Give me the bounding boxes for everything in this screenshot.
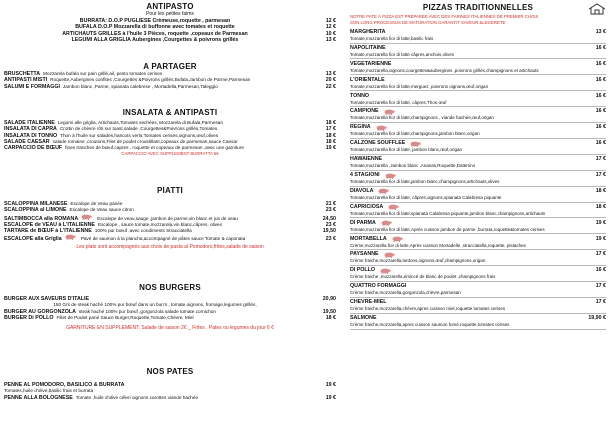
pizza-item bbox=[350, 108, 606, 115]
item-name: SCALOPPINA al LIMONE bbox=[4, 207, 67, 214]
pork-icon bbox=[380, 220, 392, 226]
pizza-name: PAYSANNE bbox=[350, 251, 379, 258]
pizza-item bbox=[350, 61, 606, 68]
pizza-note: NOTRE PATE À PIZZA EST PRÉPARÉE AVEC DES FARINES ITALIENNES DE PREMIER CHOIX bbox=[350, 14, 539, 19]
item-name: SALADE ITALIENNE bbox=[4, 120, 55, 126]
item-name: BURGER AUX SAVEURS D'ITALIE bbox=[4, 296, 90, 302]
pizza-item bbox=[350, 267, 606, 274]
pizza-name: DI POLLO bbox=[350, 267, 376, 274]
item-name: SALUMI E FORMAGGI bbox=[4, 83, 60, 90]
item-description: Pavé de saumon à la plancha,accompagné de pâtes sauce Tomate & caponata bbox=[80, 236, 246, 242]
item-price: 19 € bbox=[325, 145, 336, 152]
item-description: Tomate ,huile d'olive céleri oignons carottes viande hachée bbox=[75, 394, 199, 400]
pork-icon bbox=[391, 236, 403, 242]
pizza-name: 4 STAGIONI bbox=[350, 172, 380, 179]
insalata-section bbox=[4, 108, 336, 157]
item-description: Escalope de Veau sauce citron bbox=[69, 207, 134, 213]
pizza-name: CAPRICIOSA bbox=[350, 203, 384, 210]
antipasto-section bbox=[4, 2, 336, 43]
insalata-title: INSALATA & ANTIPASTI bbox=[122, 108, 218, 117]
pizza-price: 16 € bbox=[595, 267, 606, 274]
burgers-section bbox=[4, 283, 336, 332]
pizza-price: 13 € bbox=[595, 29, 606, 35]
item-price: 19 € bbox=[325, 382, 336, 388]
pizza-price: 17 € bbox=[595, 172, 606, 179]
pork-icon bbox=[379, 268, 391, 274]
item-description: 150 Grs de steak haché 100% pur bœuf dans un bun's , tomate,oignons, fromage,legumes grillés, bbox=[53, 302, 257, 308]
item-description: 100% pur bœuf ,avec condiments Stracciatella bbox=[94, 228, 192, 234]
item-price: 12 € bbox=[325, 24, 336, 31]
pizza-name: L'ORIENTALE bbox=[350, 76, 385, 83]
item-price: 20,90 bbox=[322, 296, 336, 302]
pizza-item bbox=[350, 29, 606, 36]
item-name: BRUSCHETTA bbox=[4, 71, 41, 77]
pizza-description: Tomate,mozzarella fior di latte, câpres,oignons,spianata Calabresa piquante bbox=[350, 195, 606, 203]
pizza-description: Crème fraiche,mozzarella,chèvre,apres cuisson miel,roquette tomates cerises bbox=[350, 306, 606, 314]
menu-item bbox=[4, 84, 336, 90]
item-name: ESCALOPE alla Griglia bbox=[4, 236, 62, 243]
pizza-item bbox=[350, 188, 606, 195]
menu-item bbox=[4, 395, 336, 401]
pizza-name: NAPOLITAINE bbox=[350, 44, 386, 51]
pizza-item bbox=[350, 77, 606, 84]
pizzas-title: PIZZAS TRADITIONNELLES bbox=[422, 3, 534, 12]
pizza-description: Tomate,mozzarella fior di latte,spianata Calabresa piquante,jambon blanc,champignons,artichauts bbox=[350, 211, 606, 219]
pizza-price: 18 € bbox=[595, 187, 606, 194]
pizza-description: Crème fraiche,mozzarella,apres cuisson saumon fumé,roquette,tomates cerises bbox=[350, 322, 606, 330]
pizza-description: Crème fraiche,mozzarella,gorgonzola,chèvre,parmesan bbox=[350, 290, 606, 298]
pizza-description: Tomate,mozzarella,oignons,courgettes&aubergines ,poivrons grillés,champignons et artichauts bbox=[350, 68, 606, 76]
item-price: 23 € bbox=[325, 221, 336, 228]
item-description: Thon à l'huile sur salades,haricots verts,Tomates cerises,oignons,œuf,olives bbox=[60, 132, 219, 138]
pizza-price: 16 € bbox=[595, 124, 606, 131]
partager-title: A PARTAGER bbox=[143, 62, 197, 71]
pizza-item bbox=[350, 140, 606, 147]
pizza-price: 16 € bbox=[595, 76, 606, 83]
pizza-price: 19 € bbox=[595, 219, 606, 226]
item-description: Fillet de Poulet pané Sauce Burger,Roquette,Tomate,Chèvre, Miel bbox=[56, 314, 194, 320]
pizza-price: 18 € bbox=[595, 203, 606, 210]
pizza-description: Tomate,mozzarella fior di latte,merguez, poivrons oignons,œuf,origan bbox=[350, 84, 606, 92]
item-description: steak haché 100% pur bœuf ,gorgonzola salade tomate cornichon bbox=[78, 308, 216, 314]
item-price: 18 € bbox=[325, 138, 336, 145]
burgers-title: NOS BURGERS bbox=[139, 283, 201, 292]
pizza-name: DI PARMA bbox=[350, 219, 376, 226]
item-description: Roquette,Aubergines confites ,Courgettes &Poivrons grillés,Bufala,Jambon de Parme,Parmesan bbox=[50, 77, 251, 83]
pizza-description: Tomate,mozzarella fior di latte, câpres,Thon,œuf bbox=[350, 100, 606, 108]
pizza-item bbox=[350, 283, 606, 290]
item-description: salade romaine ,croutons,Filet de poulet croustillant,copeaux de parmesan,sauce Caesar bbox=[52, 138, 238, 144]
menu-item bbox=[4, 207, 336, 213]
item-description: Legumi alle griglia, Artichauts,Tomates sechées, Mozzarela di Bufala,Parmesan bbox=[57, 120, 223, 125]
partager-section bbox=[4, 62, 336, 90]
item-name: BURGER AU GORGONZOLA bbox=[4, 308, 76, 315]
item-price: 21 € bbox=[325, 201, 336, 207]
item-price: 18 € bbox=[325, 132, 336, 139]
item-price: 18 € bbox=[325, 314, 336, 321]
pizza-note: SON LONG PROCESSUS DE MATURATION GARANTIT SAVEUR &LEGERETE bbox=[350, 20, 506, 25]
pizza-item bbox=[350, 124, 606, 131]
pizza-item bbox=[350, 45, 606, 52]
menu-item bbox=[4, 214, 336, 222]
item-description: BURRATA: D.O.P PUGLIESE Crèmeuse,roquette , parmesan bbox=[79, 18, 231, 24]
pizza-item bbox=[350, 315, 606, 322]
pizza-description: Tomate,mozzarella fior di latte,basilic frais bbox=[350, 36, 606, 44]
piatti-section bbox=[4, 186, 336, 250]
piatti-title: PIATTI bbox=[157, 186, 183, 195]
pizza-name: DIAVOLA bbox=[350, 187, 374, 194]
item-price: 20 € bbox=[325, 77, 336, 84]
item-price: 23 € bbox=[325, 207, 336, 214]
item-description: ARTICHAUTS GRILLES à l'huile 3 Pièces, roquette ,copeaux de Parmesan bbox=[62, 30, 248, 37]
item-name: CARPACCIO DE BŒUF bbox=[4, 145, 63, 152]
menu-item bbox=[4, 234, 336, 242]
item-price: 13 € bbox=[325, 71, 336, 77]
pork-icon bbox=[383, 252, 395, 258]
pizza-price: 17 € bbox=[595, 156, 606, 163]
item-name: INSALATA DI CAPRA bbox=[4, 126, 57, 133]
pizza-description: Tomate,mozzarella fior di latte,champignons,jambon blanc,origan bbox=[350, 131, 606, 139]
item-name: ESCALOPE de VEAU à L'ITALIENNE bbox=[4, 221, 95, 228]
item-price: 17 € bbox=[325, 126, 336, 133]
item-name: SALTIMBOCCA alla ROMANA bbox=[4, 215, 79, 222]
pizza-description: Tomate,mozzarella ,Jambon blanc ,Ananas,Roquette,Datterino bbox=[350, 163, 606, 171]
item-price: 22 € bbox=[325, 83, 336, 90]
item-description: Escalope de Veau panée bbox=[70, 201, 123, 206]
pizza-price: 16 € bbox=[595, 108, 606, 115]
item-name: PENNE ALLA BOLOGNESE bbox=[4, 394, 73, 401]
pizza-description: Tomate,mozzarella fior di latte,champignons , viande hachée,œuf,origan bbox=[350, 115, 606, 123]
item-description: BUFALA D.O.P Mozzarella di buffonne avec tomates et roquette bbox=[75, 24, 235, 31]
pizza-item bbox=[350, 204, 606, 211]
pizza-price: 16 € bbox=[595, 44, 606, 51]
pork-icon bbox=[80, 214, 92, 220]
pork-icon bbox=[377, 188, 389, 194]
pizza-price: 19 € bbox=[595, 235, 606, 242]
item-name: SCALOPPINA MILANESE bbox=[4, 201, 68, 207]
pizza-description: Crème fraiche ,mozzarella,émincé de blanc de poulet ,champignons frais bbox=[350, 274, 606, 282]
pizza-name: CALZONE SOUFFLÉE bbox=[350, 140, 406, 147]
item-description: Escalope , sauce tomate,mozzarela,vin blanc,câpres, olives bbox=[97, 221, 222, 227]
pizza-name: TONNO bbox=[350, 92, 370, 99]
pates-title: NOS PATES bbox=[146, 367, 194, 376]
pizza-item bbox=[350, 220, 606, 227]
pizza-price: 16 € bbox=[595, 60, 606, 67]
pizzas-section bbox=[350, 3, 606, 331]
pizza-item bbox=[350, 156, 606, 163]
item-price: 10 € bbox=[325, 30, 336, 37]
pizza-item bbox=[350, 236, 606, 243]
pizza-name: REGINA bbox=[350, 124, 371, 131]
pizza-price: 19,90 € bbox=[588, 315, 606, 322]
pizza-name: VÉGÉTARIENNE bbox=[350, 60, 392, 67]
item-description: Jambon blanc ,Parme, spianata calebrese , Mortadella,Parmesan,Taleggio bbox=[62, 83, 218, 89]
pizza-description: Tomate,mozzarella fior di latte câpres,anchois,olives bbox=[350, 52, 606, 60]
item-price: 23 € bbox=[325, 236, 336, 243]
item-name: ANTIPASTI MISTI bbox=[4, 77, 48, 84]
pizza-price: 17 € bbox=[595, 283, 606, 290]
pizza-name: HAWAIENNE bbox=[350, 156, 383, 163]
section-note: Les plats sont accompagnés aux choix de pasta al Pomodoro,frites,salade de saison bbox=[76, 243, 264, 250]
item-price: 12 € bbox=[325, 18, 336, 24]
item-price: 18 € bbox=[325, 120, 336, 126]
item-description: Tomates,huile d'olive,basilic frais et burrata bbox=[4, 388, 94, 394]
pizza-item bbox=[350, 299, 606, 306]
pork-icon bbox=[409, 141, 421, 147]
antipasto-subtitle: Pour les petites faims bbox=[146, 11, 194, 17]
pizza-description: Tomate,mozzarella fior di latte,Après cuisson jambon de parme ,burrata,roquette&tomates cerises bbox=[350, 227, 606, 235]
pizza-description: Tomate,mozzarella fior di latte,jambon blanc,champignons,artichauts,olives bbox=[350, 179, 606, 187]
pork-icon bbox=[384, 173, 396, 179]
item-description: Mozzarela bufala sur pain grillé,ail, pesto tomates cerises bbox=[43, 71, 163, 76]
pizza-item bbox=[350, 93, 606, 100]
pizza-name: MORTABELLA bbox=[350, 235, 387, 242]
pizza-name: CAMPIONE bbox=[350, 108, 379, 115]
pork-icon bbox=[383, 109, 395, 115]
item-price: 19,50 bbox=[322, 308, 336, 315]
item-description: LEGUMI ALLA GRIGLIA Aubergines ,Courgettes & poivrons grillés bbox=[71, 36, 239, 43]
section-note: CARPACCIO AVEC SUPPLEMENT BURRATTA 5€ bbox=[121, 151, 219, 157]
pizza-description: Crème fraiche,mozzarella,lardons,oignons,œuf,champignons,origan bbox=[350, 258, 606, 266]
pizza-item bbox=[350, 172, 606, 179]
pizza-price: 17 € bbox=[595, 299, 606, 306]
item-description: Crottin de chèvre rôti sur toast,salade ,Courgettes&Poivrons grillés,Tomates bbox=[59, 126, 218, 132]
item-description: Escalope de veau,sauge ,jambon de parme,vin blanc et jus de veau bbox=[97, 215, 238, 221]
pork-icon bbox=[375, 125, 387, 131]
item-price: 19 € bbox=[325, 394, 336, 401]
antipasto-title: ANTIPASTO bbox=[146, 2, 194, 11]
pork-icon bbox=[387, 204, 399, 210]
pizza-description: Crème,mozzarella fior di latte,Après cuisson Mortadelle ,stracciatella,roquette, pistaches bbox=[350, 243, 606, 251]
item-price: 24,50 bbox=[322, 215, 336, 222]
menu-item bbox=[4, 228, 336, 234]
item-name: BURGER Di POLLO bbox=[4, 314, 54, 321]
item-price: 13 € bbox=[325, 36, 336, 43]
pizza-name: CHÈVRE-MIEL bbox=[350, 299, 387, 306]
pates-section bbox=[4, 367, 336, 401]
pork-icon bbox=[64, 234, 76, 240]
pizza-description: Tomate,mozzarella fior di latte, jambon blanc,œuf,origan bbox=[350, 147, 606, 155]
menu-item bbox=[4, 315, 336, 321]
item-price: 19,50 bbox=[322, 228, 336, 235]
section-note: GARNITURE EN SUPPLÉMENT: Salade de saison 2€ _ Frites , Pates ou legumes du jour 6 € bbox=[66, 325, 274, 332]
pizza-name: QUATTRO FORMAGGI bbox=[350, 283, 407, 290]
pizza-price: 17 € bbox=[595, 251, 606, 258]
pizza-name: MARGHERITA bbox=[350, 29, 386, 35]
item-description: fines tranches de bœuf,capres , roquette et copeaux de parmesan ,avec une garniture bbox=[65, 145, 244, 151]
item-name: PENNE AL POMODORO, BASILICO & BURRATA bbox=[4, 382, 125, 388]
item-name: TARTARE de BŒUF à L'ITALIENNE bbox=[4, 228, 92, 235]
menu-item bbox=[4, 37, 336, 43]
pizza-price: 16 € bbox=[595, 92, 606, 99]
item-name: INSALATA DI TONNO bbox=[4, 132, 58, 139]
item-name: SALADE CAESAR bbox=[4, 138, 50, 145]
pizza-name: SALMONE bbox=[350, 315, 377, 322]
pizza-item bbox=[350, 251, 606, 258]
pizza-price: 16 € bbox=[595, 140, 606, 147]
